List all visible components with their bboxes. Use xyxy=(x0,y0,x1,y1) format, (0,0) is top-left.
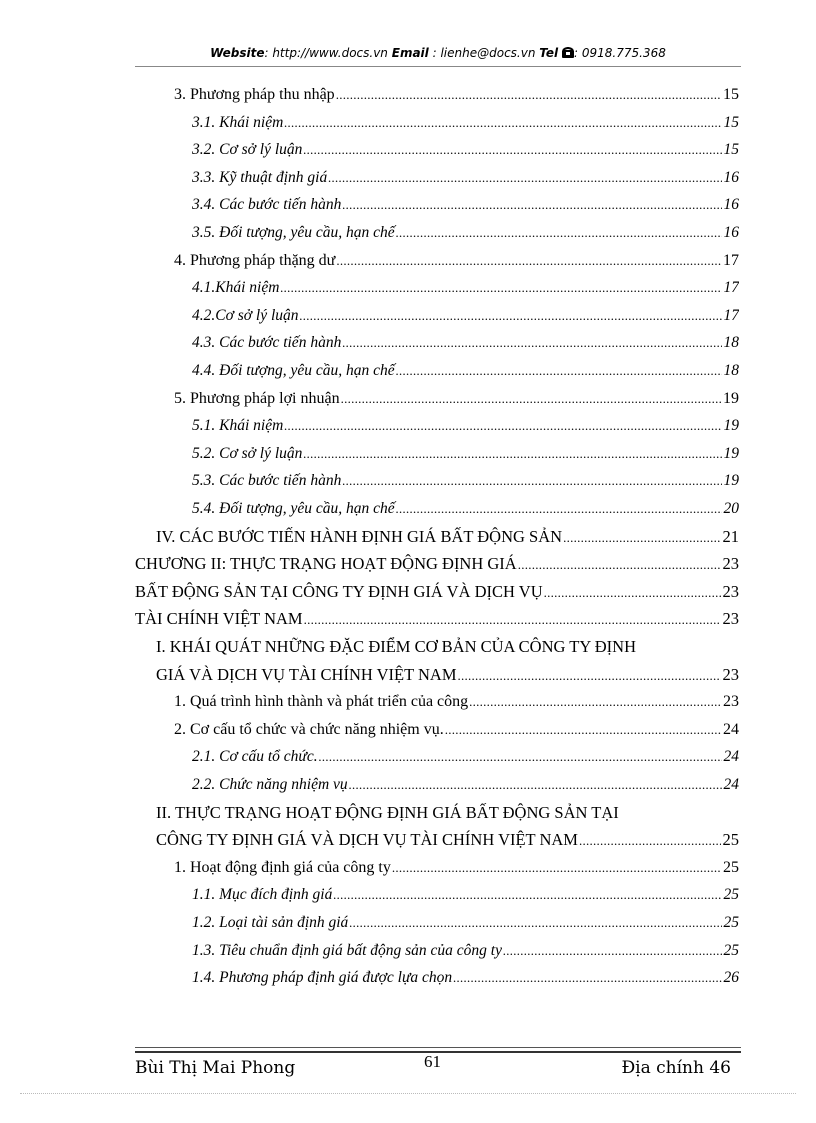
toc-entry-title: 2. Cơ cấu tổ chức và chức năng nhiệm vụ. xyxy=(174,721,444,738)
toc-entry-page: 15 xyxy=(723,141,739,158)
toc-dot-leader xyxy=(453,965,721,991)
toc-dot-leader xyxy=(396,220,722,246)
page-header xyxy=(135,46,741,61)
toc-entry xyxy=(192,275,739,301)
toc-entry-title: 5. Phương pháp lợi nhuận xyxy=(174,390,340,407)
toc-entry-page: 18 xyxy=(723,362,739,379)
page-edge xyxy=(20,1093,796,1094)
toc-dot-leader xyxy=(336,248,721,274)
toc-dot-leader xyxy=(303,137,721,163)
toc-dot-leader xyxy=(342,192,721,218)
toc-entry-title: CHƯƠNG II: THỰC TRẠNG HOẠT ĐỘNG ĐỊNH GIÁ xyxy=(135,554,517,573)
website-url: : http://www.docs.vn xyxy=(264,46,388,60)
class-name: Địa chính 46 xyxy=(621,1058,731,1078)
toc-dot-leader xyxy=(349,772,722,798)
toc-entry-page: 25 xyxy=(723,914,739,931)
toc-entry xyxy=(174,717,739,743)
toc-entry xyxy=(174,82,739,108)
toc-entry xyxy=(135,579,739,605)
toc-entry xyxy=(174,386,739,412)
toc-entry-title: 3.1. Khái niệm xyxy=(192,114,284,131)
toc-entry xyxy=(192,744,739,770)
phone-icon xyxy=(562,47,574,61)
toc-dot-leader xyxy=(341,386,721,412)
toc-dot-leader xyxy=(300,303,722,329)
toc-entry-title: 4. Phương pháp thặng dư xyxy=(174,252,336,269)
toc-dot-leader xyxy=(469,689,721,715)
toc-entry xyxy=(192,910,739,936)
toc-entry-page: 25 xyxy=(723,859,739,876)
page-number: 61 xyxy=(424,1052,441,1071)
toc-entry xyxy=(174,855,739,881)
toc-entry-title: BẤT ĐỘNG SẢN TẠI CÔNG TY ĐỊNH GIÁ VÀ DỊCH VỤ xyxy=(135,582,543,601)
toc-entry-page: 15 xyxy=(723,114,739,131)
toc-entry xyxy=(156,827,739,853)
toc-entry-page: 24 xyxy=(723,748,739,765)
toc-entry-page: 25 xyxy=(723,942,739,959)
toc-entry-page: 23 xyxy=(722,665,739,684)
toc-entry xyxy=(192,772,739,798)
toc-dot-leader xyxy=(392,855,721,881)
toc-entry-title: 1.4. Phương pháp định giá được lựa chọn xyxy=(192,969,453,986)
toc-entry-page: 25 xyxy=(723,886,739,903)
toc-entry-page: 19 xyxy=(723,390,739,407)
toc-entry xyxy=(156,662,739,688)
toc-entry xyxy=(192,468,739,494)
toc-entry xyxy=(135,551,739,577)
toc-entry-title: 3.5. Đối tượng, yêu cầu, hạn chế xyxy=(192,224,395,241)
toc-dot-leader xyxy=(563,524,720,550)
toc-dot-leader xyxy=(396,358,722,384)
toc-dot-leader xyxy=(336,82,721,108)
toc-entry-page: 24 xyxy=(723,721,739,738)
toc-dot-leader xyxy=(445,717,721,743)
toc-dot-leader xyxy=(333,882,721,908)
toc-dot-leader xyxy=(280,275,721,301)
toc-dot-leader xyxy=(284,413,721,439)
toc-entry-page: 16 xyxy=(723,224,739,241)
toc-entry xyxy=(192,413,739,439)
toc-dot-leader xyxy=(284,110,721,136)
footer-rule xyxy=(135,1047,741,1048)
toc-entry-title: 3.2. Cơ sở lý luận xyxy=(192,141,303,158)
toc-dot-leader xyxy=(503,938,722,964)
toc-dot-leader xyxy=(518,551,721,577)
toc-entry-title: 1.2. Loại tài sản định giá xyxy=(192,914,349,931)
toc-entry xyxy=(192,303,739,329)
toc-entry-page: 16 xyxy=(723,169,739,186)
toc-entry-title: 1.1. Mục đích định giá xyxy=(192,886,333,903)
toc-entry-page: 23 xyxy=(722,582,739,601)
toc-entry-page: 21 xyxy=(722,527,739,546)
toc-entry-page: 25 xyxy=(722,830,739,849)
toc-entry xyxy=(174,689,739,715)
toc-dot-leader xyxy=(544,579,721,605)
toc-entry-title: 3.3. Kỹ thuật định giá xyxy=(192,169,328,186)
toc-entry-page: 19 xyxy=(723,472,739,489)
toc-entry xyxy=(135,606,739,632)
toc-entry xyxy=(192,110,739,136)
toc-entry-page: 17 xyxy=(723,307,739,324)
toc-entry xyxy=(156,800,751,826)
toc-entry-title: 4.3. Các bước tiến hành xyxy=(192,334,342,351)
toc-entry-page: 23 xyxy=(722,554,739,573)
toc-entry-title: 5.3. Các bước tiến hành xyxy=(192,472,342,489)
toc-entry xyxy=(192,192,739,218)
toc-entry-title: CÔNG TY ĐỊNH GIÁ VÀ DỊCH VỤ TÀI CHÍNH VIỆT NAM xyxy=(156,830,578,849)
toc-entry xyxy=(192,165,739,191)
toc-entry xyxy=(192,330,739,356)
toc-entry-page: 26 xyxy=(723,969,739,986)
toc-entry-page: 19 xyxy=(723,417,739,434)
toc-entry-title: 4.1.Khái niệm xyxy=(192,279,280,296)
toc-dot-leader xyxy=(304,606,721,632)
toc-dot-leader xyxy=(458,662,721,688)
toc-dot-leader xyxy=(579,827,721,853)
toc-dot-leader xyxy=(396,496,722,522)
toc-entry-title: TÀI CHÍNH VIỆT NAM xyxy=(135,609,303,628)
toc-entry xyxy=(174,248,739,274)
toc-dot-leader xyxy=(349,910,721,936)
toc-entry-page: 19 xyxy=(723,445,739,462)
toc-entry xyxy=(156,634,751,660)
website-label: Website xyxy=(210,46,265,60)
toc-entry-title: 2.1. Cơ cấu tổ chức. xyxy=(192,748,318,765)
toc-entry xyxy=(156,524,739,550)
toc-entry-title: GIÁ VÀ DỊCH VỤ TÀI CHÍNH VIỆT NAM xyxy=(156,665,457,684)
toc-entry xyxy=(192,965,739,991)
tel-label: Tel xyxy=(539,46,559,60)
toc-entry xyxy=(192,938,739,964)
toc-entry xyxy=(192,882,739,908)
toc-entry xyxy=(192,137,739,163)
toc-entry-title: II. THỰC TRẠNG HOẠT ĐỘNG ĐỊNH GIÁ BẤT ĐỘNG SẢN TẠI xyxy=(156,803,619,822)
author-name: Bùi Thị Mai Phong xyxy=(135,1058,296,1078)
toc-entry-page: 16 xyxy=(723,196,739,213)
toc-entry-title: I. KHÁI QUÁT NHỮNG ĐẶC ĐIỂM CƠ BẢN CỦA CÔNG TY ĐỊNH xyxy=(156,637,636,656)
toc-entry xyxy=(192,358,739,384)
toc-entry-title: 5.4. Đối tượng, yêu cầu, hạn chế xyxy=(192,500,395,517)
toc-entry-page: 17 xyxy=(723,279,739,296)
toc-entry-page: 23 xyxy=(722,609,739,628)
toc-entry-page: 17 xyxy=(723,252,739,269)
toc-dot-leader xyxy=(328,165,721,191)
toc-dot-leader xyxy=(342,468,721,494)
toc-entry-page: 24 xyxy=(723,776,739,793)
header-rule xyxy=(135,66,741,67)
phone-number: : 0918.775.368 xyxy=(574,46,666,60)
email-address: : lienhe@docs.vn xyxy=(432,46,536,60)
toc-entry-page: 15 xyxy=(723,86,739,103)
toc-entry-title: 5.2. Cơ sở lý luận xyxy=(192,445,303,462)
email-label: Email xyxy=(391,46,429,60)
toc-entry-title: 4.2.Cơ sở lý luận xyxy=(192,307,299,324)
toc-entry xyxy=(192,496,739,522)
toc-entry-page: 20 xyxy=(723,500,739,517)
toc-entry-title: 3. Phương pháp thu nhập xyxy=(174,86,335,103)
toc-dot-leader xyxy=(342,330,721,356)
toc-entry xyxy=(192,220,739,246)
toc-entry-title: 4.4. Đối tượng, yêu cầu, hạn chế xyxy=(192,362,395,379)
toc-entry-title: 1.3. Tiêu chuẩn định giá bất động sản của công ty xyxy=(192,942,502,959)
toc-entry-title: 1. Quá trình hình thành và phát triển của công xyxy=(174,693,469,710)
toc-entry-page: 23 xyxy=(723,693,739,710)
toc-entry-title: IV. CÁC BƯỚC TIẾN HÀNH ĐỊNH GIÁ BẤT ĐỘNG SẢN xyxy=(156,527,563,546)
toc-entry-title: 5.1. Khái niệm xyxy=(192,417,284,434)
toc-entry-title: 1. Hoạt động định giá của công ty xyxy=(174,859,391,876)
toc-entry xyxy=(192,441,739,467)
toc-entry-title: 3.4. Các bước tiến hành xyxy=(192,196,342,213)
toc-dot-leader xyxy=(319,744,722,770)
toc-entry-page: 18 xyxy=(723,334,739,351)
page-footer xyxy=(135,1052,741,1080)
toc-entry-title: 2.2. Chức năng nhiệm vụ xyxy=(192,776,348,793)
toc-dot-leader xyxy=(303,441,721,467)
